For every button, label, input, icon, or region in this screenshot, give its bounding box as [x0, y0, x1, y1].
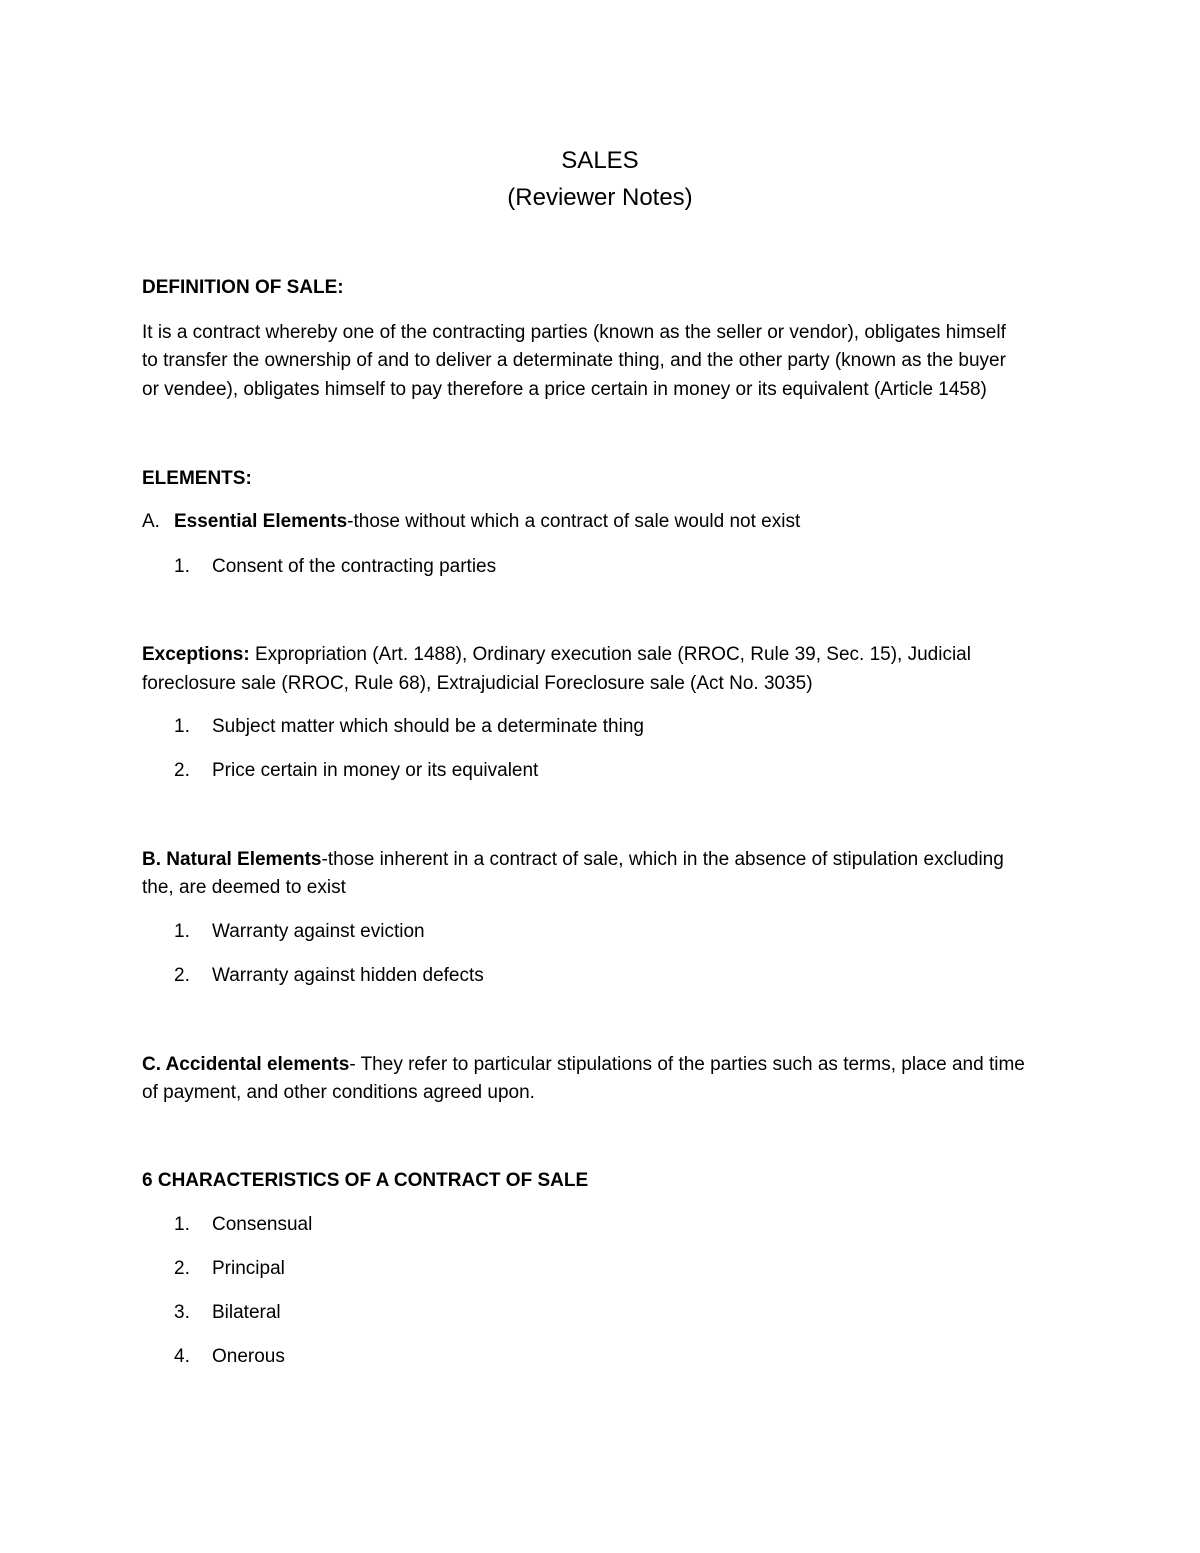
list-item: Onerous [212, 1346, 285, 1367]
list-item: Warranty against hidden defects [212, 965, 484, 986]
list-number: 2. [174, 760, 190, 781]
list-number: 3. [174, 1302, 190, 1323]
exceptions-label: Exceptions: [142, 644, 250, 665]
list-item: Price certain in money or its equivalent [212, 760, 539, 781]
definition-line-2: to transfer the ownership of and to deliver a determinate thing, and the other party (known as the buyer [142, 350, 1006, 371]
list-number: 1. [174, 1214, 190, 1235]
natural-elements-line-1 [142, 846, 1004, 874]
characteristics-heading: 6 CHARACTERISTICS OF A CONTRACT OF SALE [142, 1170, 589, 1191]
list-item: Subject matter which should be a determinate thing [212, 716, 644, 737]
natural-desc: -those inherent in a contract of sale, which in the absence of stipulation excluding [321, 849, 1004, 870]
list-item: Warranty against eviction [212, 921, 425, 942]
natural-label: B. Natural Elements [142, 849, 322, 870]
natural-elements-line-2: the, are deemed to exist [142, 877, 346, 898]
list-number: 1. [174, 921, 190, 942]
list-number: 2. [174, 1258, 190, 1279]
list-item: Consent of the contracting parties [212, 556, 497, 577]
list-number: 1. [174, 716, 190, 737]
definition-line-3: or vendee), obligates himself to pay therefore a price certain in money or its equivalent (Article 1458) [142, 379, 987, 400]
list-number: 4. [174, 1346, 190, 1367]
accidental-desc: - They refer to particular stipulations of the parties such as terms, place and time [349, 1054, 1025, 1075]
accidental-elements-line-1 [142, 1051, 1025, 1079]
definition-line-1: It is a contract whereby one of the contracting parties (known as the seller or vendor), obligates himself [142, 322, 1006, 343]
exceptions-text: Expropriation (Art. 1488), Ordinary execution sale (RROC, Rule 39, Sec. 15), Judicial [249, 644, 971, 665]
definition-heading: DEFINITION OF SALE: [142, 277, 344, 298]
page-subtitle: (Reviewer Notes) [507, 184, 693, 211]
list-number: 2. [174, 965, 190, 986]
exceptions-line-2: foreclosure sale (RROC, Rule 68), Extrajudicial Foreclosure sale (Act No. 3035) [142, 673, 813, 694]
list-number: 1. [174, 556, 190, 577]
essential-elements-line [142, 508, 800, 536]
page-title: SALES [561, 147, 639, 174]
list-item: Bilateral [212, 1302, 281, 1323]
essential-label: Essential Elements [173, 511, 348, 532]
accidental-label: C. Accidental elements [142, 1054, 350, 1075]
exceptions-line-1 [142, 641, 971, 669]
essential-desc: -those without which a contract of sale would not exist [347, 511, 801, 532]
elements-heading: ELEMENTS: [142, 468, 252, 489]
list-item: Principal [212, 1258, 285, 1279]
accidental-elements-line-2: of payment, and other conditions agreed upon. [142, 1082, 535, 1103]
essential-letter: A. [142, 511, 160, 532]
list-item: Consensual [212, 1214, 313, 1235]
